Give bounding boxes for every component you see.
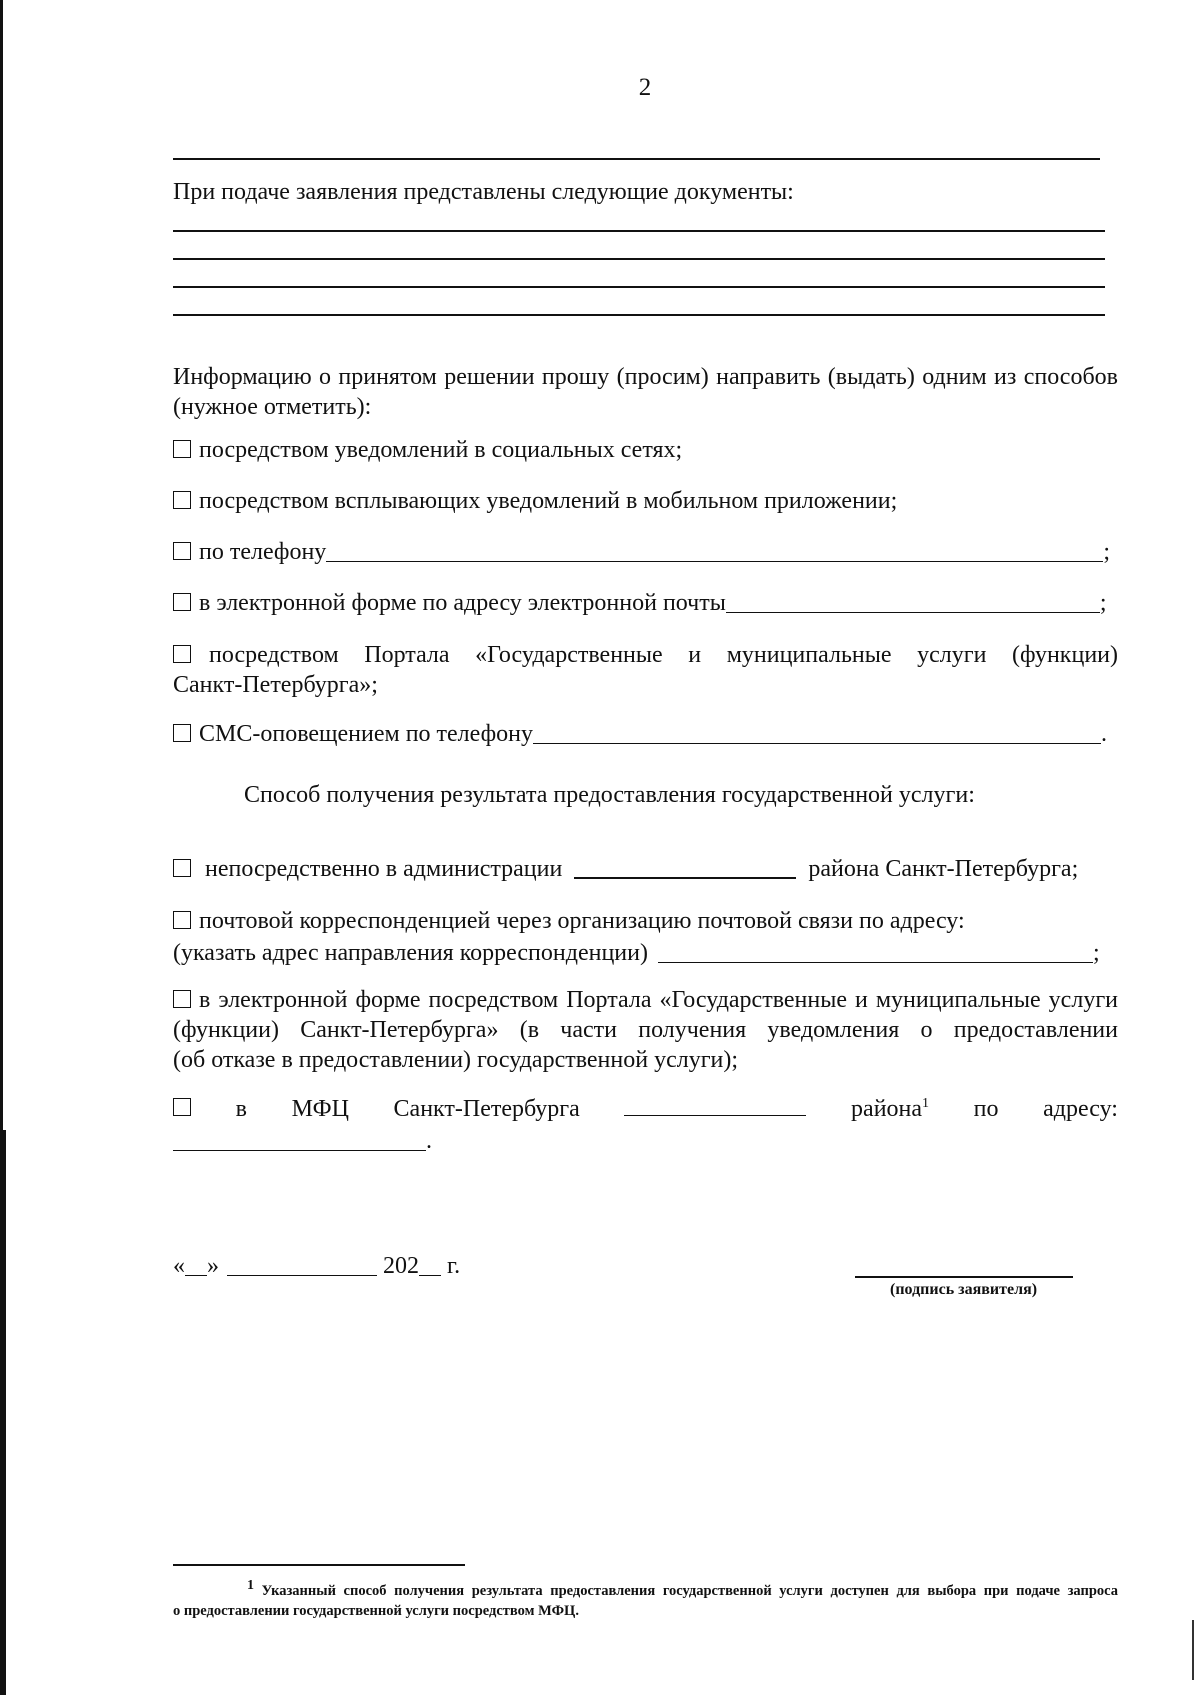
checkbox[interactable] bbox=[173, 491, 191, 509]
decision-intro-line: (нужное отметить): bbox=[173, 394, 372, 420]
year-field[interactable] bbox=[419, 1253, 441, 1276]
mfc-word: в bbox=[235, 1096, 247, 1122]
option-label-line: посредством Портала «Государственные и муниципальные услуги (функции) bbox=[173, 640, 1118, 670]
result-post bbox=[173, 907, 965, 935]
footnote-separator bbox=[173, 1564, 465, 1566]
option-social bbox=[173, 436, 682, 464]
option-label: по телефону bbox=[199, 539, 327, 565]
checkbox[interactable] bbox=[173, 990, 191, 1008]
option-email bbox=[173, 589, 1107, 617]
checkbox[interactable] bbox=[173, 724, 191, 742]
option-label: в электронной форме по адресу электронной почты bbox=[199, 590, 726, 616]
mfc-address-field[interactable] bbox=[173, 1128, 426, 1151]
footnote bbox=[173, 1576, 1118, 1621]
mfc-word: района$^1$ bbox=[851, 1096, 930, 1122]
mfc-word: адресу: bbox=[1043, 1096, 1118, 1122]
period: . bbox=[426, 1128, 432, 1154]
option-label: непосредственно в администрации bbox=[205, 856, 563, 882]
decision-intro-line: Информацию о принятом решении прошу (просим) направить (выдать) одним из способов bbox=[173, 364, 1118, 390]
option-label: СМС-оповещением по телефону bbox=[199, 721, 533, 747]
footnote-line: о предоставлении государственной услуги посредством МФЦ. bbox=[173, 1602, 579, 1619]
mfc-word: по bbox=[973, 1096, 999, 1122]
option-label: почтовой корреспонденцией через организацию почтовой связи по адресу: bbox=[199, 908, 965, 934]
semicolon: ; bbox=[1092, 940, 1100, 966]
scan-edge-mark bbox=[0, 1130, 6, 1695]
result-portal bbox=[173, 985, 1118, 1075]
result-post-address bbox=[173, 939, 1100, 967]
option-portal bbox=[173, 640, 1118, 700]
mfc-word: Санкт-Петербурга bbox=[393, 1096, 580, 1122]
footnote-mark: 1 bbox=[247, 1578, 254, 1593]
checkbox[interactable] bbox=[173, 1098, 191, 1116]
mfc-word: МФЦ bbox=[291, 1096, 349, 1122]
option-phone bbox=[173, 538, 1110, 566]
documents-label: При подаче заявления представлены следующие документы: bbox=[173, 179, 794, 205]
month-field[interactable] bbox=[227, 1253, 377, 1276]
result-mfc bbox=[173, 1093, 1118, 1123]
email-field[interactable] bbox=[726, 590, 1100, 613]
option-label: (указать адрес направления корреспонденции) bbox=[173, 940, 648, 966]
fill-line[interactable] bbox=[173, 158, 1100, 160]
fill-line[interactable] bbox=[173, 230, 1105, 232]
semicolon: ; bbox=[1099, 590, 1107, 616]
mfc-address bbox=[173, 1127, 432, 1155]
sms-phone-field[interactable] bbox=[533, 721, 1101, 744]
close-quote: » bbox=[207, 1253, 219, 1279]
address-field[interactable] bbox=[658, 940, 1093, 963]
checkbox[interactable] bbox=[173, 440, 191, 458]
open-quote: « bbox=[173, 1253, 185, 1279]
option-push bbox=[173, 487, 897, 515]
period: . bbox=[1101, 721, 1107, 747]
page-number: 2 bbox=[638, 74, 652, 101]
day-field[interactable] bbox=[185, 1253, 207, 1276]
scan-edge-mark bbox=[1192, 1620, 1194, 1680]
phone-field[interactable] bbox=[326, 539, 1103, 562]
checkbox[interactable] bbox=[173, 593, 191, 611]
footnote-ref: 1 bbox=[922, 1096, 930, 1111]
checkbox[interactable] bbox=[173, 911, 191, 929]
option-label-line: в электронной форме посредством Портала «Государственные и муниципальные услуги bbox=[173, 985, 1118, 1015]
semicolon: ; bbox=[1103, 539, 1110, 565]
option-label: района Санкт-Петербурга; bbox=[808, 856, 1079, 882]
result-admin bbox=[173, 855, 1078, 883]
footnote-line: $^1$ Указанный способ получения результата предоставления государственной услуги доступен для выбора при подаче запроса bbox=[247, 1578, 1118, 1599]
fill-line[interactable] bbox=[173, 258, 1105, 260]
signature-line[interactable] bbox=[855, 1276, 1073, 1278]
year-suffix: г. bbox=[447, 1253, 461, 1279]
signature-caption: (подпись заявителя) bbox=[890, 1281, 1038, 1298]
option-label-line: (функции) Санкт-Петербурга» (в части получения уведомления о предоставлении bbox=[173, 1017, 1118, 1043]
option-sms bbox=[173, 720, 1107, 748]
decision-intro bbox=[173, 362, 1118, 422]
option-label: посредством всплывающих уведомлений в мобильном приложении; bbox=[199, 488, 898, 514]
result-heading: Способ получения результата предоставления государственной услуги: bbox=[244, 782, 975, 808]
mfc-district-field[interactable] bbox=[624, 1093, 806, 1116]
option-label-line: (об отказе в предоставлении) государственной услуги); bbox=[173, 1047, 739, 1073]
option-label-line: Санкт-Петербурга»; bbox=[173, 672, 378, 698]
checkbox[interactable] bbox=[173, 542, 191, 560]
date-line bbox=[173, 1252, 460, 1280]
fill-line[interactable] bbox=[173, 286, 1105, 288]
option-label: посредством уведомлений в социальных сетях; bbox=[199, 437, 683, 463]
year-prefix: 202 bbox=[383, 1253, 419, 1279]
checkbox[interactable] bbox=[173, 645, 191, 663]
fill-line[interactable] bbox=[173, 314, 1105, 316]
district-field[interactable] bbox=[574, 855, 796, 879]
checkbox[interactable] bbox=[173, 859, 191, 877]
